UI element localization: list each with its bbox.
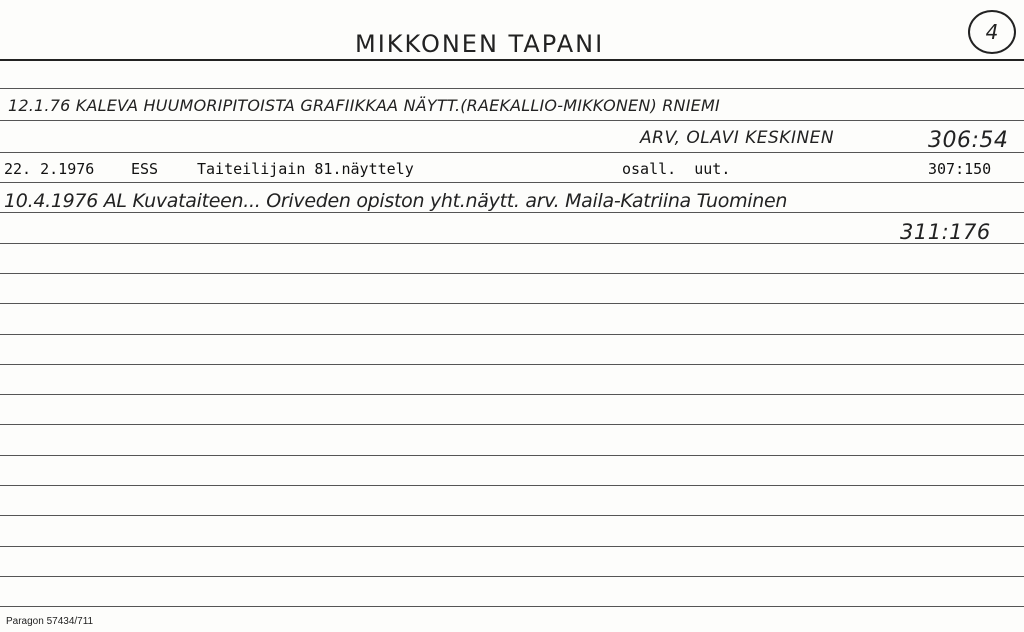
ruled-line <box>0 243 1024 244</box>
ruled-line <box>0 515 1024 516</box>
card-number: 4 <box>968 10 1016 54</box>
ruled-line <box>0 364 1024 365</box>
ruled-line <box>0 152 1024 153</box>
ruled-line <box>0 120 1024 121</box>
ruled-line <box>0 212 1024 213</box>
ruled-line <box>0 485 1024 486</box>
ruled-line <box>0 182 1024 183</box>
ruled-line <box>0 334 1024 335</box>
ruled-line <box>0 394 1024 395</box>
entry-3-ref: 311:176 <box>900 220 991 244</box>
header-rule <box>0 59 1024 61</box>
ruled-line <box>0 546 1024 547</box>
ruled-line <box>0 576 1024 577</box>
card-name: MIKKONEN TAPANI <box>355 30 605 58</box>
ruled-line <box>0 455 1024 456</box>
entry-2-source: ESS <box>131 160 159 178</box>
ruled-line <box>0 303 1024 304</box>
ruled-line <box>0 606 1024 607</box>
entry-2-date: 22. 2.1976 <box>4 160 95 178</box>
entry-2-title: Taiteilijain 81.näyttely <box>197 160 414 178</box>
entry-1-ref: 306:54 <box>928 128 1009 153</box>
entry-1-line2: ARV, OLAVI KESKINEN <box>640 128 835 148</box>
card-footer: Paragon 57434/711 <box>6 616 94 627</box>
entry-2-note: osall. uut. <box>622 160 731 178</box>
entry-3-line1: 10.4.1976 AL Kuvataiteen... Oriveden opiston yht.näytt. arv. Maila-Katriina Tuominen <box>4 190 788 212</box>
ruled-line <box>0 88 1024 89</box>
ruled-line <box>0 273 1024 274</box>
ruled-line <box>0 424 1024 425</box>
entry-2-ref: 307:150 <box>928 160 992 178</box>
entry-1-line1: 12.1.76 KALEVA HUUMORIPITOISTA GRAFIIKKAA NÄYTT.(RAEKALLIO-MIKKONEN) RNIEMI <box>8 96 720 115</box>
